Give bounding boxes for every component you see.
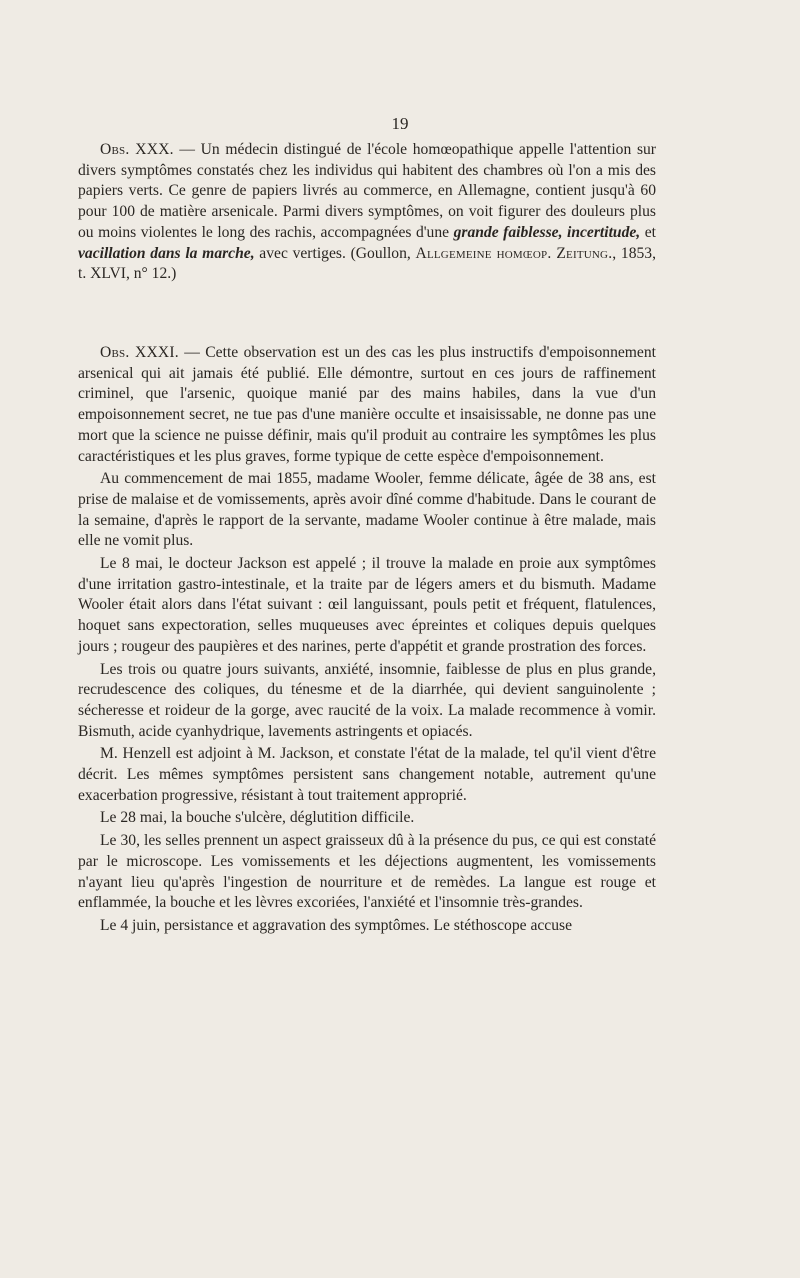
observation-label: Obs. XXX. — [100, 141, 174, 158]
emphasis-text: grande faiblesse, incertitude, — [453, 223, 641, 241]
paragraph: Le 28 mai, la bouche s'ulcère, déglutition difficile. — [100, 809, 415, 827]
paragraph: Le 8 mai, le docteur Jackson est appelé ; il trouve la malade en proie aux symptômes d'une irritation gastro-intestinale, et la traite par de légers amers et du bismuth. Madame Wooler était alors dans l'état suivant : œil languissant, pouls petit et fréquent, flatulences, hoquet sans expectoration, selles muqueuses avec épreintes et coliques depuis quelques jours ; rougeur des paupières et des narines, perte d'appétit et grande prostration des forces. — [78, 555, 656, 655]
observation-xxxi-paragraph — [78, 343, 656, 467]
paragraph: Le 30, les selles prennent un aspect graisseux dû à la présence du pus, ce qui est constaté par le microscope. Les vomissements et les déjections augmentent, les vomissements n'ayant lieu qu'après l'ingestion de nourriture et de remèdes. La langue est rouge et enflammée, la bouche et les lèvres excoriées, l'anxiété et l'insomnie très-grandes. — [78, 832, 656, 912]
paragraph: Les trois ou quatre jours suivants, anxiété, insomnie, faiblesse de plus en plus grande, recrudescence des coliques, du ténesme et de la diarrhée, qui devient sanguinolente ; sécheresse et roideur de la gorge, avec raucité de la voix. La malade recommence à vomir. Bismuth, acide cyanhydrique, lavements astringents et opiacés. — [78, 660, 656, 740]
observation-xxx-paragraph — [78, 140, 656, 285]
emphasis-text: vacillation dans la marche, — [78, 244, 255, 262]
observation-text: avec vertiges. (Goullon, — [254, 244, 416, 262]
observation-text: et — [640, 223, 656, 241]
observation-text: — Un médecin distingué de l'école homœopathique appelle l'attention sur divers symptômes constatés chez les individus qui habitent des chambres où l'on a mis des papiers verts. Ce genre de papiers livrés au commerce, en Allemagne, contient jusqu'à 60 pour 100 de matière arsenicale. Parmi divers symptômes, on voit figurer des douleurs plus ou moins violentes le long des rachis, accompagnées d'une — [78, 141, 656, 241]
observation-label: Obs. XXXI. — [100, 344, 179, 361]
paragraph-text: — Cette observation est un des cas les plus instructifs d'empoisonnement arsenical qui ait jamais été publié. Elle démontre, surtout en ces jours de raffinement criminel, que l'arsenic, quoique manié par des mains habiles, dans la vue d'un empoisonnement secret, ne tue pas d'une manière occulte et insaisissable, ne donne pas une mort que la science ne puisse définir, mais qu'il produit au contraire les symptômes les plus caractéristiques et les plus graves, forme typique de cette espèce d'empoisonnement. — [78, 344, 656, 465]
source-journal: Allgemeine homœop. Zeitung. — [415, 244, 613, 262]
paragraph: Au commencement de mai 1855, madame Wooler, femme délicate, âgée de 38 ans, est prise de malaise et de vomissements, après avoir dîné comme d'habitude. Dans le courant de la semaine, d'après le rapport de la servante, madame Wooler continue à être malade, mais elle ne vomit plus. — [78, 470, 656, 550]
observation-xxxi — [78, 343, 656, 937]
page-number: 19 — [391, 114, 409, 133]
observation-xxx — [78, 140, 656, 285]
paragraph: M. Henzell est adjoint à M. Jackson, et constate l'état de la malade, tel qu'il vient d'être décrit. Les mêmes symptômes persistent sans changement notable, autrement qu'une exacerbation progressive, résistant à tout traitement approprié. — [78, 745, 656, 804]
observation-text: , 1853, t. XLVI, n° 12.) — [78, 244, 656, 283]
paragraph: Le 4 juin, persistance et aggravation des symptômes. Le stéthoscope accuse — [100, 916, 572, 934]
